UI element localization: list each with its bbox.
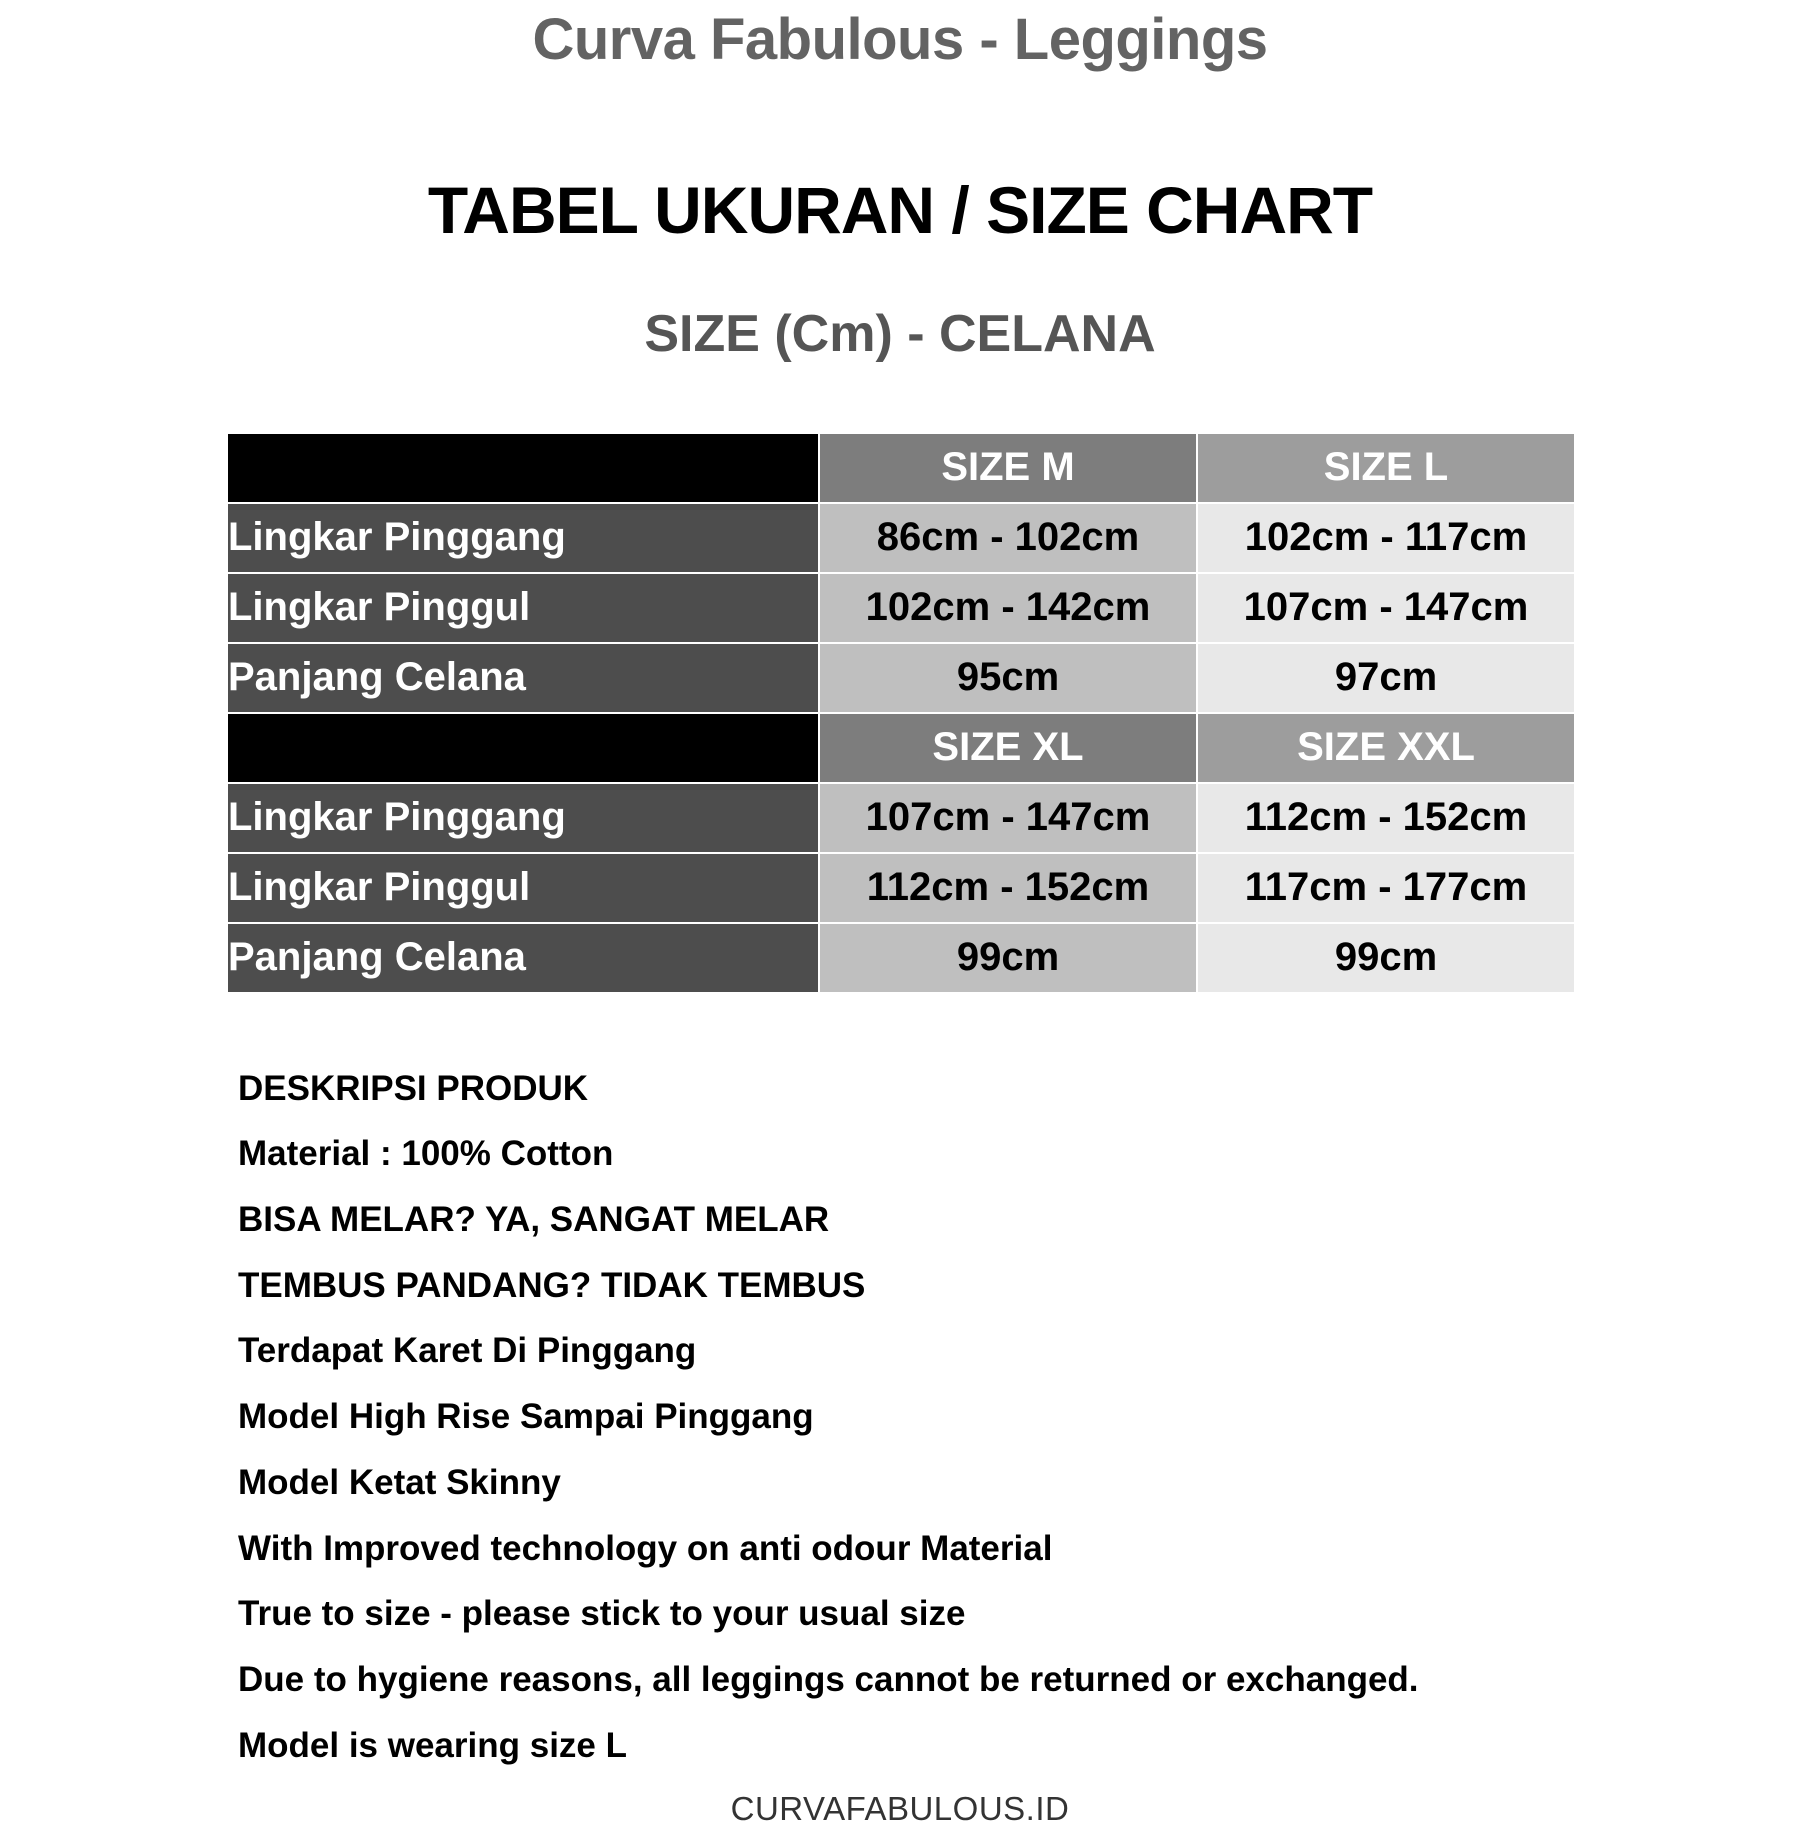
table-row [227,503,1575,573]
row-label: Panjang Celana [227,923,819,993]
table-cell: 99cm [819,923,1197,993]
brand-title: Curva Fabulous - Leggings [532,7,1268,72]
table-cell: 107cm - 147cm [1197,573,1575,643]
description-line: Due to hygiene reasons, all leggings cannot be returned or exchanged. [238,1659,1419,1699]
page-subtitle: SIZE (Cm) - CELANA [644,305,1156,364]
description-line: Terdapat Karet Di Pinggang [238,1331,697,1371]
table-cell: 95cm [819,643,1197,713]
table-corner-cell [227,433,819,503]
column-header-size-xl: SIZE XL [819,713,1197,783]
row-label: Lingkar Pinggul [227,573,819,643]
column-header-size-l: SIZE L [1197,433,1575,503]
table-header-row [227,433,1575,503]
description-line: Model is wearing size L [238,1725,627,1765]
table-row [227,643,1575,713]
table-header-row [227,713,1575,783]
size-chart-page [0,7,1800,1828]
footer-watermark: CURVAFABULOUS.ID [730,1790,1070,1828]
table-corner-cell [227,713,819,783]
description-line: DESKRIPSI PRODUK [238,1068,589,1108]
table-row [227,853,1575,923]
table-cell: 99cm [1197,923,1575,993]
description-line: Model Ketat Skinny [238,1462,561,1502]
description-line: BISA MELAR? YA, SANGAT MELAR [238,1200,830,1240]
table-cell: 102cm - 117cm [1197,503,1575,573]
table-cell: 112cm - 152cm [819,853,1197,923]
table-cell: 112cm - 152cm [1197,783,1575,853]
size-table [226,432,1576,994]
row-label: Lingkar Pinggang [227,783,819,853]
row-label: Lingkar Pinggang [227,503,819,573]
product-description [238,1068,1638,1768]
table-cell: 107cm - 147cm [819,783,1197,853]
description-line: With Improved technology on anti odour Material [238,1528,1053,1568]
description-line: Material : 100% Cotton [238,1134,614,1174]
description-line: TEMBUS PANDANG? TIDAK TEMBUS [238,1265,866,1305]
row-label: Lingkar Pinggul [227,853,819,923]
table-cell: 102cm - 142cm [819,573,1197,643]
description-line: True to size - please stick to your usual size [238,1594,966,1634]
row-label: Panjang Celana [227,643,819,713]
table-cell: 117cm - 177cm [1197,853,1575,923]
table-row [227,573,1575,643]
table-row [227,923,1575,993]
size-table-container [226,432,1574,994]
column-header-size-xxl: SIZE XXL [1197,713,1575,783]
table-cell: 86cm - 102cm [819,503,1197,573]
page-title: TABEL UKURAN / SIZE CHART [427,172,1373,247]
table-row [227,783,1575,853]
table-cell: 97cm [1197,643,1575,713]
description-line: Model High Rise Sampai Pinggang [238,1397,814,1437]
column-header-size-m: SIZE M [819,433,1197,503]
